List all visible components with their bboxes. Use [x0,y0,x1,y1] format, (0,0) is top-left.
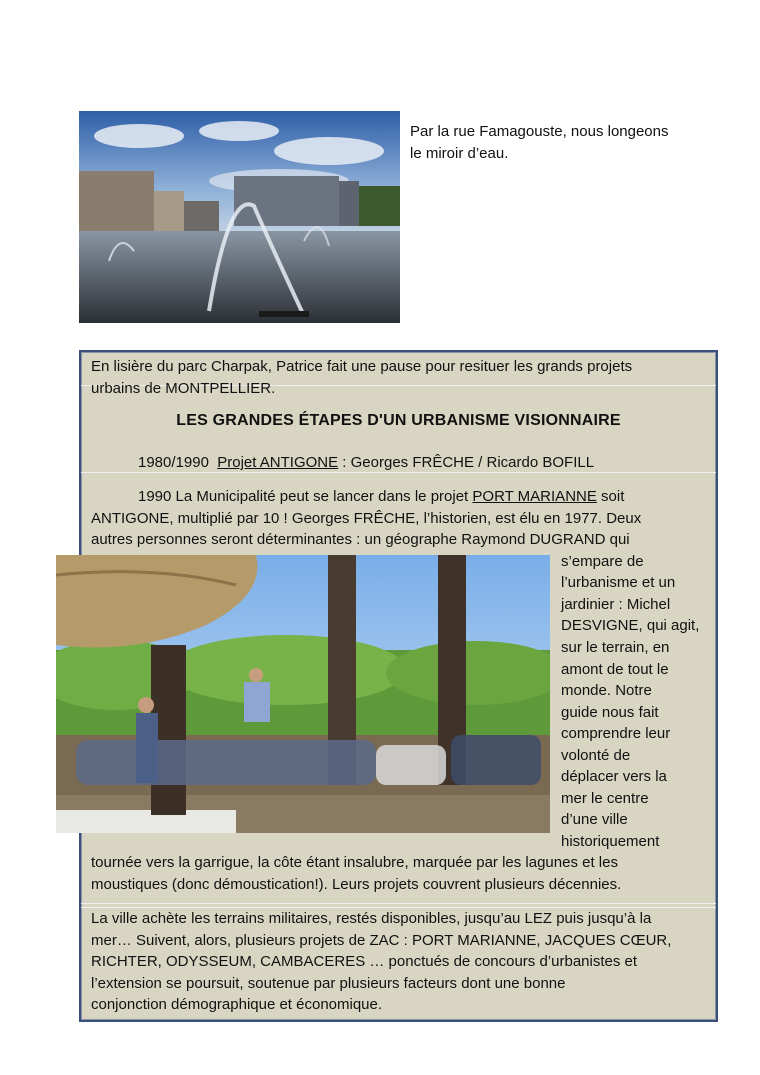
wrapped-line: sur le terrain, en [561,639,670,656]
wrapped-line: DESVIGNE, qui agit, [561,617,700,634]
fountain-photo-illustration [79,111,400,323]
fountain-photo [79,111,400,323]
paragraph-line: autres personnes seront déterminantes : un géographe Raymond DUGRAND qui [91,531,630,548]
section-title: LES GRANDES ÉTAPES D'UN URBANISME VISIONNAIRE [176,412,621,429]
paragraph-line: tournée vers la garrigue, la côte étant insalubre, marquée par les lagunes et les [91,854,618,871]
wrapped-line: d’une ville [561,811,628,828]
group-photo-illustration [56,555,550,833]
paragraph-text: 1990 La Municipalité peut se lancer dans le projet [138,488,473,505]
group-photo [56,555,550,833]
opening-line: urbains de MONTPELLIER. [91,380,276,397]
wrapped-line: s’empare de [561,553,644,570]
antigone-project-link[interactable]: Projet ANTIGONE [217,454,339,471]
antigone-date: 1980/1990 [138,454,209,471]
wrapped-line: jardinier : Michel [561,596,671,613]
port-marianne-link[interactable]: PORT MARIANNE [472,488,597,505]
wrapped-line: monde. Notre [561,682,652,699]
paragraph-text: soit [596,488,625,505]
wrapped-line: déplacer vers la [561,768,667,785]
paragraph-line: RICHTER, ODYSSEUM, CAMBACERES … ponctués de concours d’urbanistes et [91,953,638,970]
paragraph-line: conjonction démographique et économique. [91,996,383,1013]
port-marianne-line [138,486,624,508]
paragraph-line: moustiques (donc démoustication!). Leurs projets couvrent plusieurs décennies. [91,876,622,893]
paragraph-line: ANTIGONE, multiplié par 10 ! Georges FRÊCHE, l’historien, est élu en 1977. Deux [91,510,642,527]
paragraph-line: La ville achète les terrains militaires, restés disponibles, jusqu’au LEZ puis jusqu’à la [91,910,652,927]
wrapped-line: l’urbanisme et un [561,574,676,591]
wrapped-line: amont de tout le [561,661,669,678]
wrapped-line: mer le centre [561,790,649,807]
paragraph-line: mer… Suivent, alors, plusieurs projets de ZAC : PORT MARIANNE, JACQUES CŒUR, [91,932,672,949]
wrapped-line: historiquement [561,833,660,850]
wrapped-line: volonté de [561,747,631,764]
intro-caption-line: le miroir d’eau. [410,145,509,162]
wrapped-line: comprendre leur [561,725,671,742]
antigone-line [138,452,594,474]
intro-caption [410,121,710,165]
wrapped-line: guide nous fait [561,704,659,721]
paragraph-line: l’extension se poursuit, soutenue par plusieurs facteurs dont une bonne [91,975,566,992]
intro-caption-line: Par la rue Famagouste, nous longeons [410,123,669,140]
opening-line: En lisière du parc Charpak, Patrice fait une pause pour resituer les grands projets [91,358,633,375]
antigone-people: : Georges FRÊCHE / Ricardo BOFILL [338,454,595,471]
